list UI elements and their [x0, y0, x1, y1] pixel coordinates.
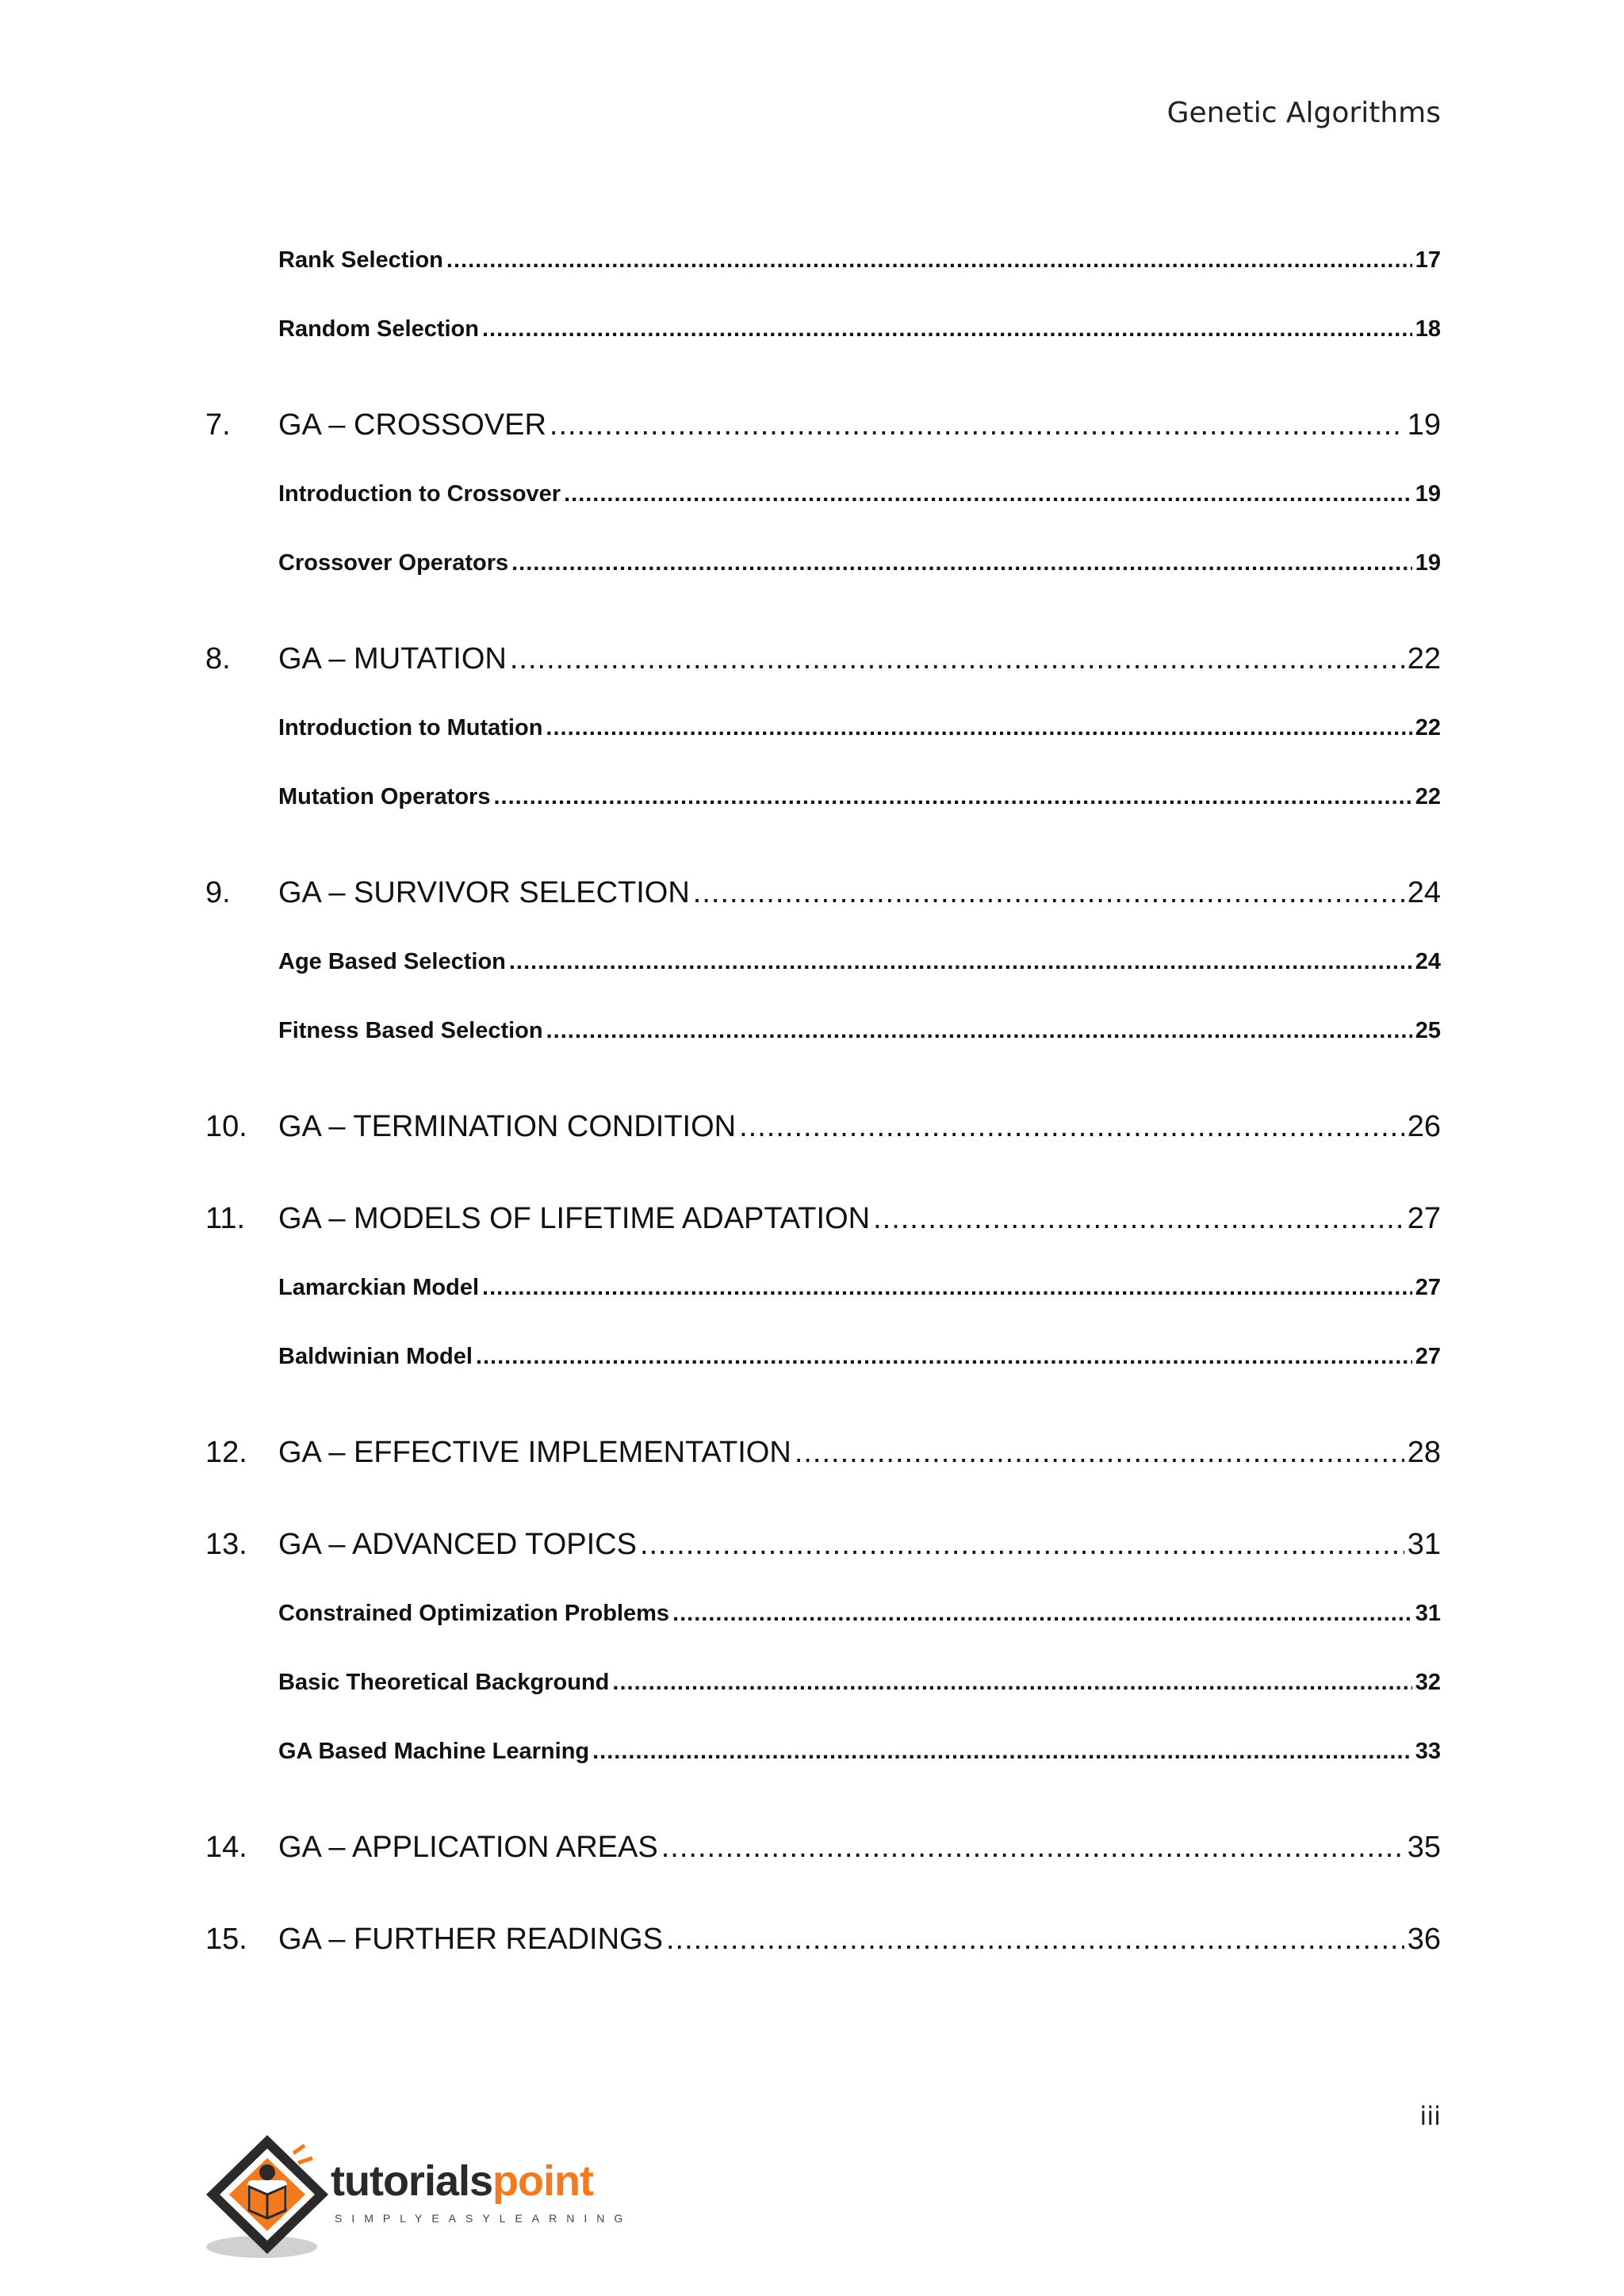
toc-chapter-number: 7. — [205, 408, 231, 442]
toc-section-row[interactable] — [278, 1344, 1441, 1370]
toc-dot-leader — [546, 1018, 1412, 1044]
toc-section-row[interactable] — [278, 1601, 1441, 1627]
toc-entry-title: GA – MUTATION — [278, 642, 507, 675]
toc-page-number: 24 — [1415, 949, 1441, 974]
toc-section-row[interactable] — [278, 481, 1441, 507]
toc-dot-leader — [873, 1202, 1404, 1236]
logo-wordmark — [331, 2157, 593, 2205]
toc-entry-title: Mutation Operators — [278, 784, 491, 809]
toc-section-row[interactable] — [278, 715, 1441, 741]
toc-page-number: 24 — [1407, 876, 1441, 909]
toc-page-number: 22 — [1415, 715, 1441, 740]
toc-entry-title: Baldwinian Model — [278, 1344, 473, 1369]
toc-page-number: 19 — [1415, 550, 1441, 576]
toc-dot-leader — [511, 550, 1412, 576]
page-header-title: Genetic Algorithms — [1166, 97, 1441, 129]
toc-chapter-row[interactable] — [205, 1923, 1441, 1957]
toc-page-number: 25 — [1415, 1018, 1441, 1043]
toc-page-number: 31 — [1415, 1601, 1441, 1626]
toc-chapter-number: 9. — [205, 876, 231, 909]
toc-section-row[interactable] — [278, 316, 1441, 342]
toc-chapter-row[interactable] — [205, 642, 1441, 676]
toc-entry-title: GA – SURVIVOR SELECTION — [278, 876, 690, 909]
toc-dot-leader — [666, 1923, 1404, 1957]
toc-entry-title: Rank Selection — [278, 247, 443, 273]
toc-section-row[interactable] — [278, 550, 1441, 576]
toc-page-number: 17 — [1415, 247, 1441, 273]
toc-dot-leader — [482, 1275, 1412, 1301]
toc-page-number: 27 — [1415, 1344, 1441, 1369]
toc-page-number: 35 — [1407, 1831, 1441, 1864]
toc-chapter-row[interactable] — [205, 1202, 1441, 1236]
toc-dot-leader — [482, 316, 1412, 342]
toc-page-number: 19 — [1407, 408, 1441, 442]
toc-chapter-row[interactable] — [205, 876, 1441, 910]
toc-dot-leader — [550, 408, 1404, 442]
toc-chapter-row[interactable] — [205, 1110, 1441, 1144]
toc-page-number: 22 — [1407, 642, 1441, 675]
toc-page-number: 36 — [1407, 1923, 1441, 1956]
toc-entry-title: Constrained Optimization Problems — [278, 1601, 670, 1626]
toc-entry-title: Age Based Selection — [278, 949, 506, 974]
toc-entry-title: GA – EFFECTIVE IMPLEMENTATION — [278, 1436, 791, 1469]
toc-section-row[interactable] — [278, 1275, 1441, 1301]
logo-word-point: point — [492, 2157, 593, 2205]
toc-entry-title: GA – CROSSOVER — [278, 408, 546, 442]
toc-chapter-row[interactable] — [205, 408, 1441, 442]
toc-section-row[interactable] — [278, 1670, 1441, 1696]
toc-section-row[interactable] — [278, 1018, 1441, 1044]
toc-dot-leader — [509, 949, 1412, 975]
toc-chapter-row[interactable] — [205, 1528, 1441, 1562]
toc-entry-title: Lamarckian Model — [278, 1275, 480, 1300]
toc-page-number: 19 — [1415, 481, 1441, 507]
toc-section-row[interactable] — [278, 949, 1441, 975]
toc-chapter-number: 10. — [205, 1110, 247, 1143]
toc-chapter-number: 11. — [205, 1202, 246, 1235]
toc-page-number: 27 — [1407, 1202, 1441, 1235]
toc-section-row[interactable] — [278, 247, 1441, 274]
toc-dot-leader — [564, 481, 1412, 507]
toc-page-number: 22 — [1415, 784, 1441, 809]
toc-entry-title: GA Based Machine Learning — [278, 1739, 590, 1764]
toc-dot-leader — [510, 642, 1404, 676]
toc-dot-leader — [672, 1601, 1412, 1627]
toc-entry-title: Crossover Operators — [278, 550, 509, 576]
toc-dot-leader — [592, 1739, 1412, 1765]
toc-entry-title: GA – ADVANCED TOPICS — [278, 1528, 637, 1561]
toc-entry-title: GA – TERMINATION CONDITION — [278, 1110, 737, 1143]
toc-section-row[interactable] — [278, 784, 1441, 810]
logo-tagline: SIMPLYEASYLEARNING — [335, 2212, 633, 2225]
toc-entry-title: Basic Theoretical Background — [278, 1670, 610, 1695]
toc-chapter-row[interactable] — [205, 1436, 1441, 1470]
toc-dot-leader — [476, 1344, 1412, 1370]
tutorialspoint-logo — [200, 2131, 644, 2266]
toc-page-number: 28 — [1407, 1436, 1441, 1469]
page-number: iii — [1419, 2101, 1441, 2131]
toc-dot-leader — [446, 247, 1412, 274]
toc-entry-title: Introduction to Crossover — [278, 481, 561, 507]
toc-page-number: 26 — [1407, 1110, 1441, 1143]
toc-entry-title: GA – MODELS OF LIFETIME ADAPTATION — [278, 1202, 871, 1235]
toc-chapter-row[interactable] — [205, 1831, 1441, 1865]
toc-entry-title: Introduction to Mutation — [278, 715, 543, 740]
toc-entry-title: Fitness Based Selection — [278, 1018, 543, 1043]
toc-page-number: 31 — [1407, 1528, 1441, 1561]
toc-dot-leader — [739, 1110, 1404, 1144]
toc-page-number: 27 — [1415, 1275, 1441, 1300]
logo-word-tutorials: tutorials — [331, 2157, 493, 2205]
toc-chapter-number: 15. — [205, 1923, 247, 1956]
toc-dot-leader — [795, 1436, 1404, 1470]
toc-chapter-number: 14. — [205, 1831, 247, 1864]
toc-dot-leader — [546, 715, 1411, 741]
toc-entry-title: GA – APPLICATION AREAS — [278, 1831, 658, 1864]
toc-chapter-number: 12. — [205, 1436, 247, 1469]
toc-chapter-number: 13. — [205, 1528, 247, 1561]
toc-dot-leader — [661, 1831, 1404, 1865]
toc-chapter-number: 8. — [205, 642, 231, 675]
toc-entry-title: GA – FURTHER READINGS — [278, 1923, 663, 1956]
toc-section-row[interactable] — [278, 1739, 1441, 1765]
toc-page-number: 33 — [1415, 1739, 1441, 1764]
toc-dot-leader — [693, 876, 1404, 910]
toc-page-number: 18 — [1415, 316, 1441, 342]
toc-dot-leader — [493, 784, 1411, 810]
toc-page-number: 32 — [1415, 1670, 1441, 1695]
toc-dot-leader — [612, 1670, 1411, 1696]
toc-entry-title: Random Selection — [278, 316, 479, 342]
toc-dot-leader — [640, 1528, 1404, 1562]
logo-emblem-icon — [200, 2131, 335, 2266]
